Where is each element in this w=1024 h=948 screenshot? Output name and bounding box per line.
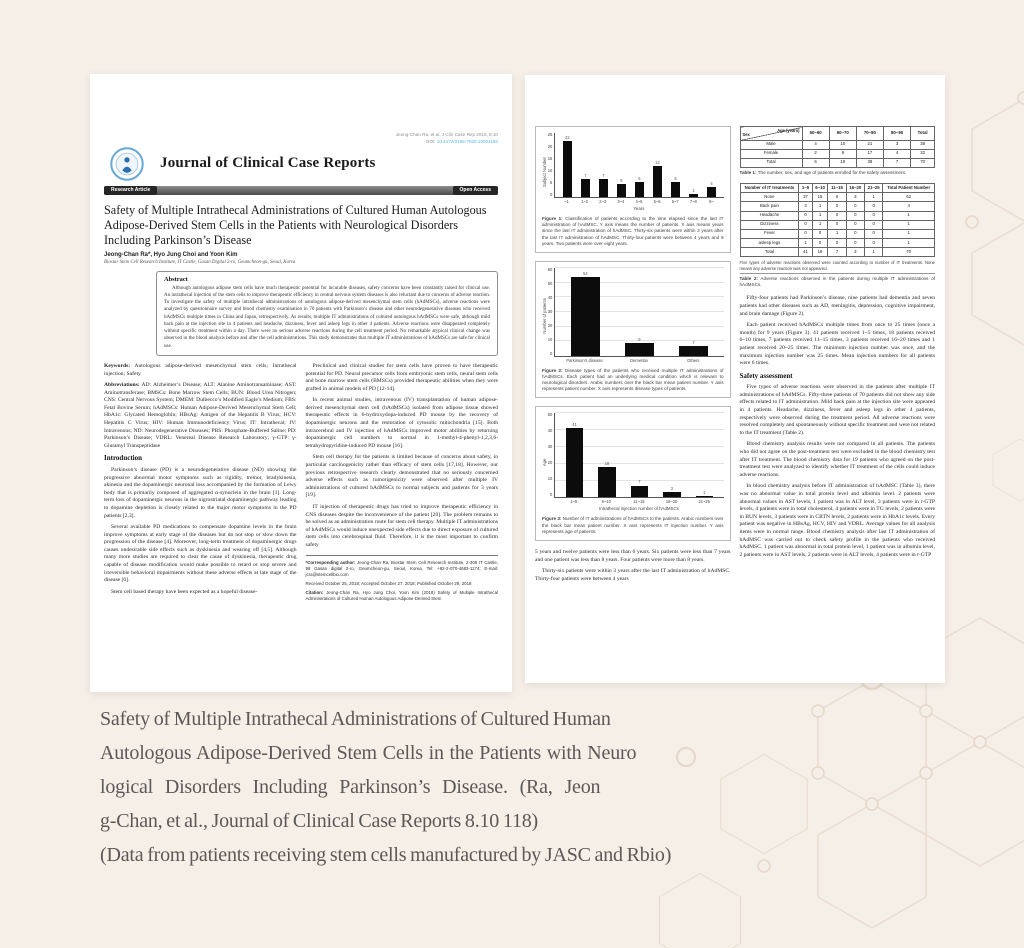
- safety-assessment-heading: Safety assessment: [739, 371, 793, 380]
- figure-3-caption: Figure 3: Number of IT administrations of hAdMSCs to the patients. Arabic numbers over the black bar mean patient number. X axis represents IT injection number. Y axis represents age of patients.: [542, 516, 724, 534]
- dates-note: Received October 25, 2018; Accepted October 27, 2018; Published October 29, 2018: [305, 581, 472, 587]
- abstract-text: Although autologous adipose stem cells have much therapeutic potential for incurable diseases, safety concerns have been constantly raised for clinical use. An intrathecal injection of the stem cells to improve therapeutic efficiency in central nervous system diseases is also reluctant due to concerns of adverse reaction. To investigate the safety of multiple intrathecal administrations of autologous adipose-derived mesenchymal stem cells (hAdMSCs), adverse reactions were analyzed by questionnaire survey and blood chemistry examination in 70 patients with Parkinson’s disease and other neurodegenerative diseases who received hAdMSCs multiple times in China and Japan, retrospectively. As results, multiple IT administrations of cultured autologous hAdMSCs were safe, although mild back pain at the injection site in 4 patients and headache, dizziness, fever and asleep legs in other 4 patients. Adverse reactions were disappeared completely without specific treatment within a day. There were no serious adverse reactions during the cell treatment period. No remarkable atypical clinical change was observed in the blood analysis before and after the cell administrations. This study demonstrates that multiple IT administrations of hAdMSCs are safe for clinical use.: [164, 285, 490, 349]
- citation-line: Autologous Adipose-Derived Stem Cells in the Patients with Neuro: [100, 742, 637, 764]
- citation-line: Safety of Multiple Intrathecal Administrations of Cultured Human: [100, 708, 611, 730]
- corresponding-author-note: *Corresponding author: Jeong-Chan Ra, Biostar Stem Cell Research Institute, 2-305 IT Castle, 98 Gasan digital 2-ro, Geumcheon-gu, Seoul, Korea, Tel: +82-2-070-4683-1174; E-mail: jcra@stemcellbio.com: [305, 559, 498, 577]
- paper-page-1: [90, 74, 512, 692]
- paragraph: Thirty-six patients were within 3 years after the last IT administration of hAdMSC. Thirty-four patients were between 4 years: [535, 568, 731, 582]
- paragraph: Each patient received hAdMSCs multiple times from once to 25 times (once a month) for 9 years (Figure 3). 41 patients received 1~5 times, 18 patients received 6~10 times, 7 patients received 11~15 times, 3 patients received 16~20 times and 1 patient received 20~25 times. The minimum injection number was once, and the maximum injection number was 25 times. Mean injection numbers for all patients were 6 times.: [739, 322, 935, 367]
- page1-right-column: [306, 363, 499, 606]
- journal-name: Journal of Clinical Case Reports: [160, 155, 376, 172]
- paragraph: Fifty-four patients had Parkinson’s disease, nine patients had dementia and seven patients had other diseases such as AD, meningitis, depression, cognitive impairment, and brain damage (Figure 2).: [739, 295, 935, 317]
- paragraph: 5 years and twelve patients were less than 6 years. Six patients were less than 7 years and one patient was less than 8 years. Four patients were more than 8 years.: [535, 548, 731, 563]
- paper-page-2: [525, 75, 945, 683]
- paragraph: Preclinical and clinical studies for stem cells have proven to have therapeutic potential for PD. Neural precursor cells from embryonic stem cells, neural stem cells and bone marrow stem cells (BMSCs) provided therapeutic abilities when they were grafted in animal models of PD [12-14].: [305, 362, 498, 392]
- figure-1-caption: Figure 1: Classification of patients according to the time elapsed since the last IT administration of hAdMSC. Y axis means the number of patients. X axis means years since the last IT administration of hAdMSC. Thirty-six patients were within 3 years after the last IT administration of hAdMSC. Thirty-four patients were between 4 years and 9 years. Two patients were over eight years.: [542, 216, 724, 246]
- doi-link[interactable]: 10.4172/2165-7920.10001183: [436, 138, 498, 144]
- paragraph: Several available PD medications to compensate dopamine levels in the brain improve symptoms at early stage of the diseases but do not stop or slow down the progression of the disease [4]. Moreover, long-term treatment of dopaminergic drugs causes undesirable side effects such as dyskinesia and wearing off [4,5]. Although many more studies are required to clear the cause of dyskinesia, therapeutic drug capable of disease modification would make possible to retard or stop severe and irreversible behavioral impairments without these adverse effects at late stage of the disease [6].: [104, 524, 297, 584]
- citation-caption: [100, 702, 740, 872]
- open-access-label: Open Access: [453, 186, 499, 195]
- journal-logo-icon: [110, 147, 144, 181]
- figure-1-bar-chart: Subject Number 25 20 15 10 5 0 22 7 7 5 6 12 6 1 4 ~1 1~2 2~3 3~4 4~5 5~6 6~7 7~8 8~ Years: [542, 133, 724, 212]
- page1-left-column: [104, 363, 297, 606]
- issue-info: [104, 132, 498, 146]
- introduction-heading: Introduction: [104, 454, 142, 463]
- figure-1-block: [535, 126, 731, 253]
- figure-2-block: [535, 261, 731, 398]
- table-2-caption: Table 2: Adverse reactions observed in the patients during multiple IT administrations of hAdMSCs.: [739, 276, 935, 288]
- paragraph: Five types of adverse reactions were observed in the patients after multiple IT administrations of hAdMSCs. Fifty-three patients of 70 patients did not show any side effects related to IT administration. Mild back pain at the injection site were appeared in 4 patients. Headache, dizziness, fever and asleep legs in other 4 patients, respectively were observed during the treatment period. All adverse reactions were resolved completely and spontaneously without specific treatment and were not related to the IT treatment (Table 2).: [739, 384, 935, 436]
- table-2-note: Five types of adverse reactions observed were counted according to number of IT treatments. None means any adverse reaction was not appeared.: [740, 259, 936, 274]
- table-1: Age (years) Sex 50~60 60~70 70~80 80~90 Total Male 4 10 21 3 38 Female 2 9 17 4 32 Total 6 19 38 7 70: [740, 126, 936, 168]
- doi-label: DOI:: [426, 138, 436, 144]
- page2-right-column: [740, 126, 936, 587]
- table-2: Number of IT treatments 1~5 6~10 11~15 16~20 21~25 Total Patient Number None 37 15 6 3 1 62 Back pain 3 1 0 0 0 4 Headache 0 1 0 0 0 1 Dizziness 0 1 0 0 0 1 Fever 0 0 1 0 0 1 asleep legs 1 0 0 0 0 1 Total 41 18 7 3 1 70: [740, 183, 936, 257]
- keywords-paragraph: Keywords: Autologous adipose-derived mesenchymal stem cells; Intrathecal injection; Safety: [104, 362, 297, 377]
- paragraph: Blood chemistry analysis results were not compared in all patients. The patients who did not agree on the post-treatment test were excluded in the blood chemistry test after IT treatment. The blood chemistry data for 19 patients who agreed on the post-treatment test were analyzed to identify whether IT treatment of the cells could induce adverse reactions.: [739, 441, 935, 478]
- affiliation-line: Biostar Stem Cell Research Institute, IT Castle, Gasan Digital 2-ro, Geumcheon-gu, Seoul, Korea: [104, 259, 296, 265]
- citation-line: logical Disorders Including Parkinson’s Disease. (Ra, Jeon: [100, 776, 601, 798]
- page2-left-column: [535, 126, 731, 587]
- abbreviations-paragraph: Abbreviations: AD: Alzheimer’s Disease; ALT: Alanine Aminotransaminase; AST: Aminotransferase; BMSCs: Bone Marrow Stem Cells; BUN: Blood Urea Nitrogen; CNS: Central Nervous System; DMEM: Dulbecco’s Modified Eagle’s Medium; FBS: Fetal Bovine Serum; hAdMSCs: Human Adipose-Derived Mesenchymal Stem Cell; HbA1c: Glycated Hemoglobin; HBsAg: Antigen of the Hepatitis B Virus; HCV: Hepatitis C Virus; HIV: Human Immunodeficiency Virus; IT: Intrathecal; IV: Intravenous; ND: Neurodegenerative Diseases; PBS: Phosphate-Buffered Saline; PD: Parkinson’s Disease; VDRL: Venereal Disease Research Laboratory; γ-GTP: γ-Glutamyl Transpeptidase: [104, 382, 297, 449]
- table-1-caption: Table 1: The number, sex, and age of patients enrolled for the safety assessment.: [739, 169, 907, 175]
- paragraph: Stem cell based therapy have been expected as a hopeful disease-: [111, 588, 258, 595]
- paragraph: IT injection of therapeutic drugs has tried to improve therapeutic efficiency in CNS diseases despite the inconvenience of the patient [20]. The problem remains to be solved as an administration route for stem cell therapy. Multiple IT administrations of hAdMSCs would induce unexpected side effects due to direct exposure of cultured stem cells into cerebrospinal fluid. Therefore, it is the most important to confirm safety: [305, 504, 498, 548]
- citation-note: Citation: Jeong-Chan Ra, Hyo Jung Choi, Yoon Kim (2018) Safety of Multiple Intrathecal Administrations of Cultured Human Autologous Adipose-Derived Stem: [305, 590, 498, 602]
- paragraph: In blood chemistry analysis before IT administration of hAdMSC (Table 3), there was no abnormal value in total protein level and albumin level. 2 patients were abnormal values in AST levels, 1 patient was in ALT level, 3 patients were in r-GTP levels, 4 patients were in total cholesterol, 4 patients were in TG levels, 2 patients were in BUN levels, 3 patients were in CRTN levels, 2 patients were in HbA1c levels. Every patient was negative in HBsAg, HCV, HIV and VDRL. Average values for all analysis items were in normal range. Blood chemistry analysis after last IT administration of hAdMSC was carried out to check safety profile in the patients who received hAdMSC. 1 patient was abnormal in total protein level, 1 patient was in albumin level, 2 patients were in AST levels, 2 patients were in ALT levels, 4 patients were in r-GTP: [739, 483, 935, 558]
- figure-2-caption: Figure 2: Disease types of the patients who received multiple IT administrations of hAdMSCs. Each patient had an underlying medical condition which is relevant to neurological disorders. Arabic numbers over the black bar mean patient number. Y axis represents patient number. X axis represents disease types of patients.: [542, 367, 724, 392]
- abbreviations-label: Abbreviations:: [104, 382, 140, 389]
- issue-line: Jeong-Chan Ra, et al. J Clin Case Rep 2018, 8:10: [395, 132, 498, 137]
- figure-3-block: [535, 406, 731, 541]
- paragraph: In recent animal studies, intravenous (IV) transplantation of human adipose-derived mesenchymal stem cell (hAdMSCs) isolated from adipose tissue showed therapeutic effects in 6-hydroxydopa-induced PD mouse by the recovery of dopaminergic neurons and the restoration of cytosolic mitochondria [15]. Both intracerebral and IV injection of hAdMSCs improved motor abilities by returning dopaminergic cell numbers to normal in 1-methyl-4-phenyl-1,2,3,6-tetrahydropyridine-induced PD mouse [16].: [305, 397, 498, 449]
- paragraph: Parkinson’s disease (PD) is a neurodegenerative disease (ND) showing the progressive abnormal motor symptoms such as rigidity, tremor, bradykinesia, akinesia and the dopaminergic neuronal loss accompanied by the formation of Lewy body that is primarily composed of aggregated α-synuclein in the brain [1]. Long-term loss of dopaminergic neurons in the nigrostriatal dopaminergic pathway leading to dopamine depletion is closely related to the major motor symptoms in the PD patients [2,3].: [104, 466, 297, 519]
- article-title: Safety of Multiple Intrathecal Administrations of Cultured Human Autologous Adipose-Derived Stem Cells in the Patients with Neurological Disorders Including Parkinson’s Disease: [104, 202, 487, 248]
- article-type-label: Research Article: [104, 186, 157, 195]
- keywords-label: Keywords:: [104, 362, 131, 369]
- footnote-block: [306, 555, 499, 603]
- article-type-banner: [104, 186, 498, 195]
- figure-2-bar-chart: Number of patients 60 50 40 30 20 10 0 54 9 7 Parkinson’s disease Dementia Others: [542, 268, 724, 364]
- authors-line: Jeong-Chan Ra*, Hyo Jung Choi and Yoon Kim: [104, 252, 238, 259]
- citation-line: (Data from patients receiving stem cells manufactured by JASC and Rbio): [100, 844, 672, 866]
- citation-line: g-Chan, et al., Journal of Clinical Case Reports 8.10 118): [100, 810, 539, 832]
- abstract-box: [156, 271, 498, 356]
- paragraph: Stem cell therapy for the patients is limited because of concerns about safety, in particular carcinogenicity rather than efficacy of stem cells [17,18]. However, our previous retrospective research clearly demonstrated that no seriously concerned adverse effects such as tumorigenicity were observed after multiple IV administrations of cultured hAdMSCs to normal subjects and patients for 3 years [19].: [305, 454, 498, 499]
- abstract-heading: Abstract: [164, 275, 188, 283]
- journal-masthead: [110, 147, 498, 181]
- figure-3-bar-chart: Age 50 40 30 20 10 0 41 18 7 3 1 1~5 6~10 11~15 16~20 21~25 Intrathecal injection number of hAdMSCs: [542, 413, 724, 512]
